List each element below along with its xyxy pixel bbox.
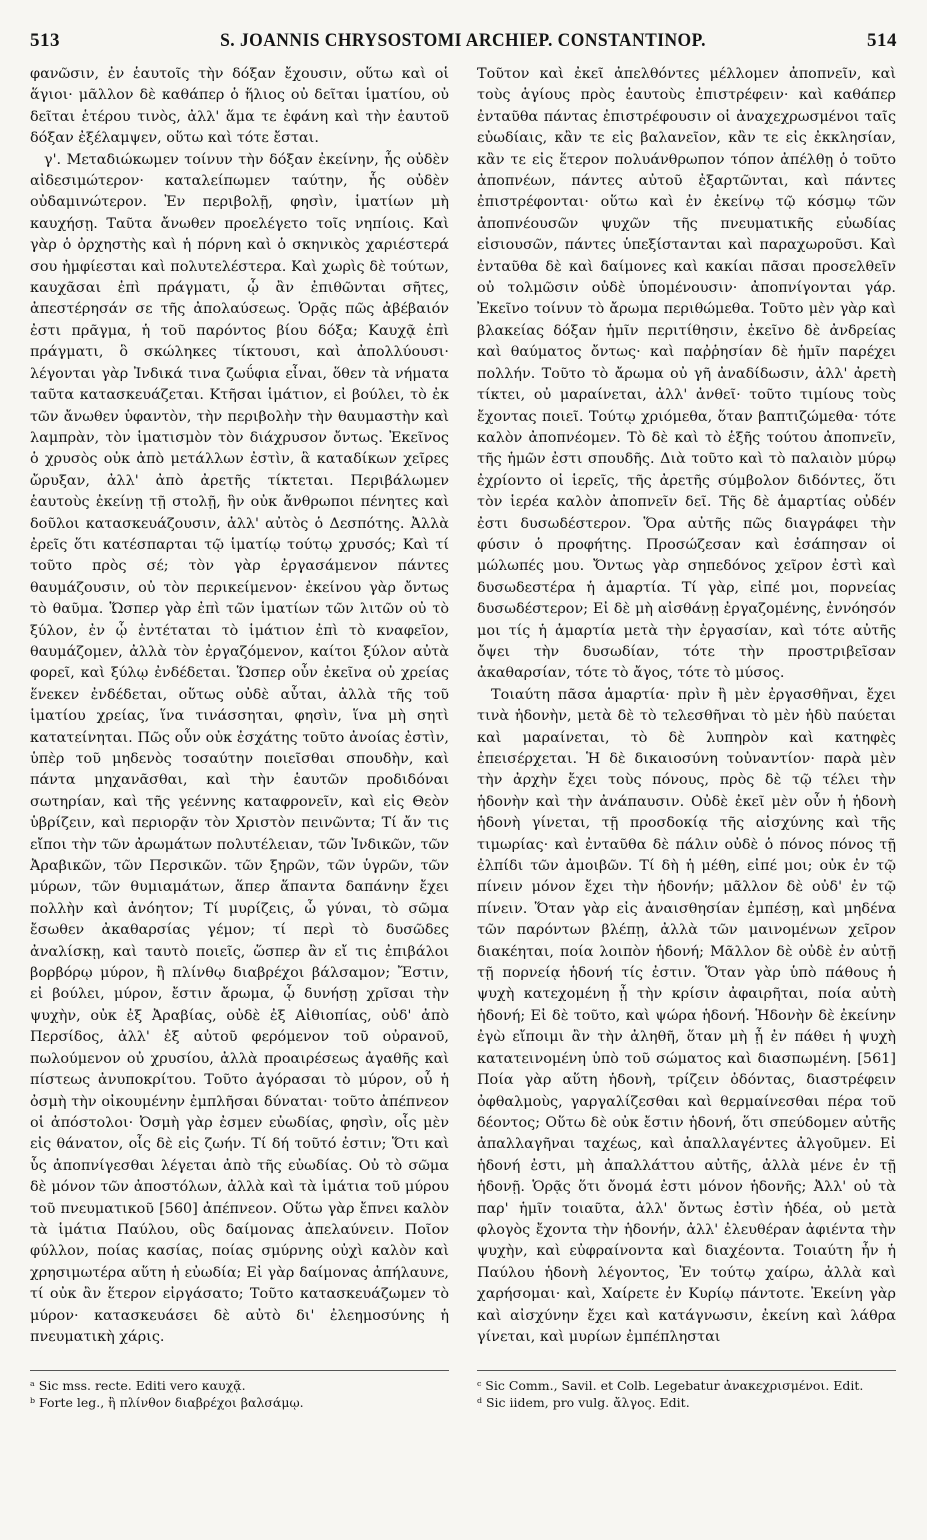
running-title: S. JOANNIS CHRYSOSTOMI ARCHIEP. CONSTANTINOP. <box>220 30 707 51</box>
footnote: ᵃ Sic mss. recte. Editi vero καυχᾷ. <box>30 1378 246 1394</box>
page-header <box>30 30 897 60</box>
footnotes-left <box>30 1370 449 1411</box>
page-number-right: 514 <box>867 30 897 51</box>
text-columns <box>30 64 897 1348</box>
footnote: ᵈ Sic iidem, pro vulg. ἄλγος. Edit. <box>477 1395 690 1411</box>
footnotes-right <box>477 1370 896 1411</box>
paragraph: Τοῦτον καὶ ἐκεῖ ἀπελθόντες μέλλομεν ἀποπνεῖν, καὶ τοὺς ἁγίους πρὸς ἑαυτοὺς ἐπιστρέφειν· καὶ καθάπερ ἐνταῦθα πάντας ἐπιστρέφουσιν οἱ ἀναχεχρωσμένοι ταῖς εὐωδίαις, κἂν τε εἰς βαλανεῖον, κἂν τε εἰς ἐκκλησίαν, κἂν τε εἰς ἕτερον πολυάνθρωπον τόπον ἀπέλθῃ ὁ τοῦτο ἀποπνέων, πάντες αὐτοῦ ἐξαρτῶνται, καὶ πάντες ἐπιστρέφονται· οὕτω καὶ ἐν ἐκείνῳ τῷ κόσμῳ τῶν ἀποπνέουσῶν ψυχῶν τῆς πνευματικῆς εὐωδίας εἰσιουσῶν, πάντες ὑπεξίστανται καὶ παραχωροῦσι. Καὶ ἐνταῦθα δὲ καὶ δαίμονες καὶ κακίαι πᾶσαι προσελθεῖν οὐ τολμῶσιν οὐδὲ ὑπομένουσιν· ἀποπνίγονται γάρ. Ἐκεῖνο τοίνυν τὸ ἄρωμα περιθώμεθα. Τοῦτο μὲν γὰρ καὶ βλακείας δόξαν ἡμῖν περιτίθησιν, ἐκεῖνο δὲ ἀνδρείας καὶ θαύματος ὄντως· καὶ παῤῥησίαν δὲ ἡμῖν παρέχει πολλήν. Τοῦτο τὸ ἄρωμα οὐ γῆ ἀναδίδωσιν, ἀλλ' ἀρετὴ τίκτει, οὐ μαραίνεται, ἀλλ' ἀνθεῖ· τοῦτο τιμίους τοὺς ἔχοντας ποιεῖ. Τούτῳ χριόμεθα, ὅταν βαπτιζώμεθα· τότε καλὸν ἀποπνέομεν. Τὸ δὲ καὶ τὸ ἑξῆς τούτου ἀποπνεῖν, τῆς ἡμῶν ἐστι σπουδῆς. Διὰ τοῦτο καὶ τὸ παλαιὸν μύρῳ ἐχρίοντο οἱ ἱερεῖς, τῆς ἀρετῆς σύμβολον διδόντες, ὅτι τὸν ἱερέα καλὸν ἀποπνεῖν δεῖ. Τῆς δὲ ἁμαρτίας οὐδέν ἐστι δυσωδέστερον. Ὅρα αὐτῆς πῶς διαγράφει τὴν φύσιν ὁ προφήτης. Προσώζεσαν καὶ ἐσάπησαν οἱ μώλωπές μου. Ὄντως γὰρ σηπεδόνος χεῖρον ἐστὶ καὶ δυσωδεστέρα ἡ ἁμαρτία. Τί γὰρ, εἰπέ μοι, πορνείας δυσωδέστερον; Εἰ δὲ μὴ αἰσθάνῃ ἐργαζομένης, ἐννόησόν μοι τίς ἡ ἁμαρτία μετὰ τὴν ἐργασίαν, καὶ τότε αὐτῆς ὄψει τὴν δυσωδίαν, τότε τὴν προστριβεῖσαν ἀκαθαρσίαν, τότε τὸ ἄγος, τότε τὸ μύσος. <box>477 66 896 682</box>
page-number-left: 513 <box>30 30 60 51</box>
paragraph: φανῶσιν, ἐν ἑαυτοῖς τὴν δόξαν ἔχουσιν, οὕτω καὶ οἱ ἅγιοι· μᾶλλον δὲ καθάπερ ὁ ἥλιος οὐ δεῖται ἱματίου, οὐ δεῖται ἑτέρου τινὸς, ἀλλ' ἅμα τε ἐφάνη καὶ τὴν ἑαυτοῦ δόξαν ἐξέλαμψεν, οὕτω καὶ τότε ἔσται. <box>30 66 449 147</box>
paragraph: γ'. Μεταδιώκωμεν τοίνυν τὴν δόξαν ἐκείνην, ἧς οὐδὲν αἰδεσιμώτερον· καταλείπωμεν ταύτην, ἧς οὐδὲν οὐδαμινώτερον. Ἐν περιβολῇ, φησὶν, ἱματίων μὴ καυχήσῃ. Ταῦτα ἄνωθεν προελέγετο τοῖς νηπίοις. Καὶ γὰρ ὁ ὀρχηστὴς καὶ ἡ πόρνη καὶ ὁ σκηνικὸς χαριέστερά σου ἠμφίεσται καὶ πολυτελέστερα. Καὶ χωρὶς δὲ τούτων, καυχᾶσαι ἐπὶ πράγματι, ᾧ ἂν ἐπιθῶνται σῆτες, ἀπεστέρησάν σε τῆς ἀπολαύσεως. Ὁρᾷς πῶς ἀβέβαιόν ἐστι πρᾶγμα, ἡ τοῦ παρόντος βίου δόξα; Καυχᾷ ἐπὶ πράγματι, ὃ σκώληκες τίκτουσι, καὶ ἀπολλύουσι· λέγονται γὰρ Ἰνδικά τινα ζωΰφια εἶναι, ὅθεν τὰ νήματα ταῦτα κατασκευάζεται. Κτῆσαι ἱμάτιον, εἰ βούλει, τὸ ἐκ τῶν ἄνωθεν ὑφαντὸν, τὴν περιβολὴν τὴν θαυμαστὴν καὶ λαμπρὰν, τὸν ἱματισμὸν τὸν διάχρυσον ὄντως. Ἐκεῖνος ὁ χρυσὸς οὐκ ἀπὸ μετάλλων ἐστὶν, ἃ καταδίκων χεῖρες ὤρυξαν, ἀλλ' ἀπὸ ἀρετῆς τίκτεται. Περιβάλωμεν ἑαυτοὺς ἐκείνῃ τῇ στολῇ, ἣν οὐκ ἄνθρωποι πένητες καὶ δοῦλοι κατασκευάζουσιν, ἀλλ' αὐτὸς ὁ Δεσπότης. Ἀλλὰ ἐρεῖς ὅτι κατέσπαρται τῷ ἱματίῳ τούτῳ χρυσός; Καὶ τί τοῦτο πρὸς σέ; τὸν γὰρ ἐργασάμενον πάντες θαυμάζουσιν, οὐ τὸν περικείμενον· ἐκείνου γὰρ ὄντως τὸ θαῦμα. Ὥσπερ γὰρ ἐπὶ τῶν ἱματίων τῶν λιτῶν οὐ τὸ ξύλον, ἐν ᾧ ἐντέταται τὸ ἱμάτιον ἐπὶ τὸ κναφεῖον, θαυμάζομεν, ἀλλὰ τὸν ἐργαζόμενον, καίτοι ξύλον αὐτὰ φορεῖ, καὶ ξύλῳ ἐνδέδεται. Ὥσπερ οὖν ἐκεῖνα οὐ χρείας ἕνεκεν ἐνδέδεται, οὕτως οὐδὲ αὗται, ἀλλὰ τῆς τοῦ ἱματίου χρείας, ἵνα τινάσσηται, φησὶν, ἵνα μὴ σητὶ κατατείνηται. Πῶς οὖν οὐκ ἐσχάτης τοῦτο ἀνοίας ἐστὶν, ὑπὲρ τοῦ μηδενὸς τοσαύτην ποιεῖσθαι σπουδὴν, καὶ πάντα μηχανᾶσθαι, καὶ τὴν ἑαυτῶν προδιδόναι σωτηρίαν, καὶ τῆς γεέννης καταφρονεῖν, καὶ εἰς Θεὸν ὑβρίζειν, καὶ περιορᾷν τὸν Χριστὸν πεινῶντα; Τί ἄν τις εἴποι τὴν τῶν ἀρωμάτων πολυτέλειαν, τῶν Ἰνδικῶν, τῶν Ἀραβικῶν, τῶν Περσικῶν. τῶν ξηρῶν, τῶν ὑγρῶν, τῶν μύρων, τῶν θυμιαμάτων, ἅπερ ἅπαντα δαπάνην ἔχει πολλὴν καὶ ἀνόητον; Τί μυρίζεις, ὦ γύναι, τὸ σῶμα ἔσωθεν ἀκαθαρσίας γέμον; τί περὶ τὸ δυσῶδες ἀναλίσκῃ, καὶ ταυτὸ ποιεῖς, ὥσπερ ἂν εἴ τις ἐπιβάλοι βορβόρῳ μύρον, ἢ πλίνθῳ διαβρέχοι βάλσαμον; Ἔστιν, εἰ βούλει, μύρον, ἔστιν ἄρωμα, ᾧ δυνήσῃ χρῖσαι τὴν ψυχὴν, οὐκ ἐξ Ἀραβίας, οὐδὲ ἐξ Αἰθιοπίας, οὐδ' ἀπὸ Περσίδος, ἀλλ' ἐξ αὐτοῦ φερόμενον τοῦ οὐρανοῦ, πωλούμενον οὐ χρυσίου, ἀλλὰ προαιρέσεως ἀγαθῆς καὶ πίστεως ἀνυποκρίτου. Τοῦτο ἀγόρασαι τὸ μύρον, οὗ ἡ ὀσμὴ τὴν οἰκουμένην ἐμπλῆσαι δύναται· τοῦτο ἀπέπνεον οἱ ἀπόστολοι· Ὀσμὴ γὰρ ἐσμεν εὐωδίας, φησὶν, οἷς μὲν εἰς θάνατον, οἷς δὲ εἰς ζωήν. Τί δή τοῦτό ἐστιν; Ὅτι καὶ ὗς ἀποπνίγεσθαι λέγεται ἀπὸ τῆς εὐωδίας. Οὐ τὸ σῶμα δὲ μόνον τῶν ἀποστόλων, ἀλλὰ καὶ τὰ ἱμάτια τοῦ μύρου τοῦ πνευματικοῦ [560] ἀπέπνεον. Οὕτω γὰρ ἔπνει καλὸν τὰ ἱμάτια Παύλου, οὓς δαίμονας ἀπελαύνειν. Ποῖον φύλλον, ποίας κασίας, ποίας σμύρνης οὐχὶ καλὸν καὶ χρησιμωτέρα αὕτη ἡ εὐωδία; Εἰ γὰρ δαίμονας ἀπήλαυνε, τί οὐκ ἂν ἕτερον εἰργάσατο; Τοῦτο κατασκευάζωμεν τὸ μύρον· κατασκευάσει δὲ αὐτὸ δι' ἐλεημοσύνης ἡ πνευματικὴ χάρις. <box>30 151 449 1345</box>
left-column <box>30 64 449 1348</box>
paragraph: Τοιαύτη πᾶσα ἁμαρτία· πρὶν ἢ μὲν ἐργασθῆναι, ἔχει τινὰ ἡδονὴν, μετὰ δὲ τὸ τελεσθῆναι τὸ μὲν ἡδὺ παύεται καὶ μαραίνεται, τὸ δὲ λυπηρὸν καὶ κατηφὲς ἐπεισέρχεται. Ἡ δὲ δικαιοσύνη τοὐναντίον· παρὰ μὲν τὴν ἀρχὴν ἔχει τοὺς πόνους, πρὸς δὲ τῷ τέλει τὴν ἡδονὴν καὶ τὴν ἀνάπαυσιν. Οὐδὲ ἐκεῖ μὲν οὖν ἡ ἡδονὴ ἡδονὴ γίνεται, τῇ προσδοκίᾳ τῆς αἰσχύνης καὶ τῆς τιμωρίας· καὶ ἐνταῦθα δὲ πάλιν οὐδὲ ὁ πόνος πόνος τῇ ἐλπίδι τῶν ἀμοιβῶν. Τί δὴ ἡ μέθη, εἰπέ μοι; οὐκ ἐν τῷ πίνειν μόνον ἔχει τὴν ἡδονήν; μᾶλλον δὲ οὐδ' ἐν τῷ πίνειν. Ὅταν γὰρ εἰς ἀναισθησίαν ἐμπέσῃ, καὶ μηδένα τῶν παρόντων βλέπῃ, ἀλλὰ τῶν μαινομένων χεῖρον διακέηται, ποία λοιπὸν ἡδονή; Μᾶλλον δὲ οὐδὲ ἐν αὐτῇ τῇ πορνείᾳ ἡδονή τίς ἐστιν. Ὅταν γὰρ ὑπὸ πάθους ἡ ψυχὴ κατεχομένη ᾖ τὴν κρίσιν ἀφαιρῆται, ποία αὐτὴ ἡδονή; Εἰ δὲ τοῦτο, καὶ ψώρα ἡδονή. Ἡδονὴν δὲ ἐκείνην ἐγὼ εἴποιμι ἂν τὴν ἀληθῆ, ὅταν μὴ ᾖ ἐν πάθει ἡ ψυχὴ κατατεινομένη ὑπὸ τοῦ σώματος καὶ διασπωμένη. [561] Ποία γὰρ αὕτη ἡδονὴ, τρίζειν ὀδόντας, διαστρέφειν ὀφθαλμοὺς, γαργαλίζεσθαι καὶ θερμαίνεσθαι πέρα τοῦ δέοντος; Οὕτω δὲ οὐκ ἔστιν ἡδονή, ὅτι σπεύδομεν αὐτῆς ἀπαλλαγῆναι ταχέως, καὶ ἀπαλλαγέντες ἀλγοῦμεν. Εἰ ἡδονή ἐστι, μὴ ἀπαλλάττου αὐτῆς, ἀλλὰ μένε ἐν τῇ ἡδονῇ. Ὁρᾷς ὅτι ὄνομά ἐστι μόνον ἡδονῆς; Ἀλλ' οὐ τὰ παρ' ἡμῖν τοιαῦτα, ἀλλ' ὄντως ἐστὶν ἡδέα, οὐ μετὰ φλογὸς ἔχοντα τὴν ἡδονήν, ἀλλ' ἐλευθέραν ἀφιέντα τὴν ψυχὴν, καὶ εὐφραίνοντα καὶ διαχέοντα. Τοιαύτη ἦν ἡ Παύλου ἡδονὴ λέγοντος, Ἐν τούτῳ χαίρω, ἀλλὰ καὶ χαρήσομαι· καὶ, Χαίρετε ἐν Κυρίῳ πάντοτε. Ἐκείνη γὰρ καὶ αἰσχύνην ἔχει καὶ κατάγνωσιν, ἐκείνη καὶ λάθρα γίνεται, καὶ μυρίων ἐμπέπλησται <box>477 686 896 1345</box>
footnote: ᶜ Sic Comm., Savil. et Colb. Legebatur ἀνακεχρισμένοι. Edit. <box>477 1378 864 1394</box>
footnotes <box>30 1370 897 1411</box>
footnote: ᵇ Forte leg., ἢ πλίνθον διαβρέχοι βαλσάμῳ. <box>30 1395 304 1411</box>
right-column <box>477 64 896 1348</box>
